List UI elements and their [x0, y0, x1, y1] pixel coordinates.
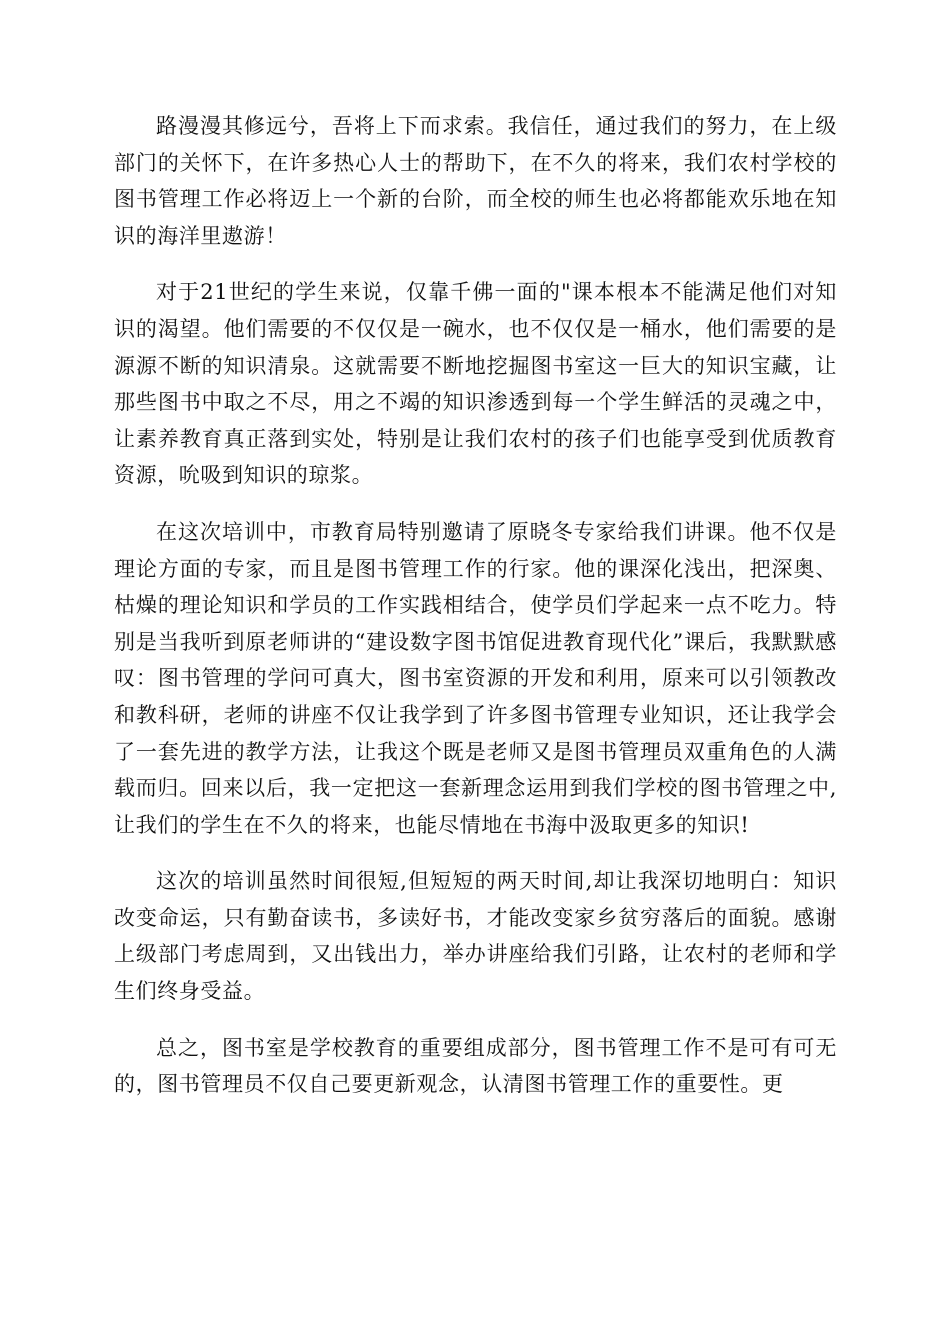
- paragraph-2: 对于21世纪的学生来说，仅靠千佛一面的"课本根本不能满足他们对知识的渴望。他们需要的不仅仅是一碗水，也不仅仅是一桶水，他们需要的是源源不断的知识清泉。这就需要不断地挖掘图书室这一巨大的知识宝藏，让那些图书中取之不尽，用之不竭的知识渗透到每一个学生鲜活的灵魂之中，让素养教育真正落到实处，特别是让我们农村的孩子们也能享受到优质教育资源，吮吸到知识的琼浆。: [114, 280, 837, 488]
- document-body: [114, 108, 837, 1123]
- paragraph-3: 在这次培训中，市教育局特别邀请了原晓冬专家给我们讲课。他不仅是理论方面的专家，而且是图书管理工作的行家。他的课深化浅出，把深奥、枯燥的理论知识和学员的工作实践相结合，使学员们学起来一点不吃力。特别是当我听到原老师讲的“建设数字图书馆促进教育现代化”课后，我默默感叹：图书管理的学问可真大，图书室资源的开发和利用，原来可以引领教改和教科研，老师的讲座不仅让我学到了许多图书管理专业知识，还让我学会了一套先进的教学方法，让我这个既是老师又是图书管理员双重角色的人满载而归。回来以后，我一定把这一套新理念运用到我们学校的图书管理之中,让我们的学生在不久的将来，也能尽情地在书海中汲取更多的知识!: [114, 519, 837, 837]
- paragraph-1: 路漫漫其修远兮，吾将上下而求索。我信任，通过我们的努力，在上级部门的关怀下，在许多热心人士的帮助下，在不久的将来，我们农村学校的图书管理工作必将迈上一个新的台阶，而全校的师生也必将都能欢乐地在知识的海洋里遨游！: [114, 114, 837, 248]
- paragraph-4: 这次的培训虽然时间很短,但短短的两天时间,却让我深切地明白：知识改变命运，只有勤奋读书，多读好书，才能改变家乡贫穷落后的面貌。感谢上级部门考虑周到，又出钱出力，举办讲座给我们引路，让农村的老师和学生们终身受益。: [114, 869, 837, 1004]
- paragraph-5: 总之，图书室是学校教育的重要组成部分，图书管理工作不是可有可无的，图书管理员不仅自己要更新观念，认清图书管理工作的重要性。更: [114, 1035, 837, 1097]
